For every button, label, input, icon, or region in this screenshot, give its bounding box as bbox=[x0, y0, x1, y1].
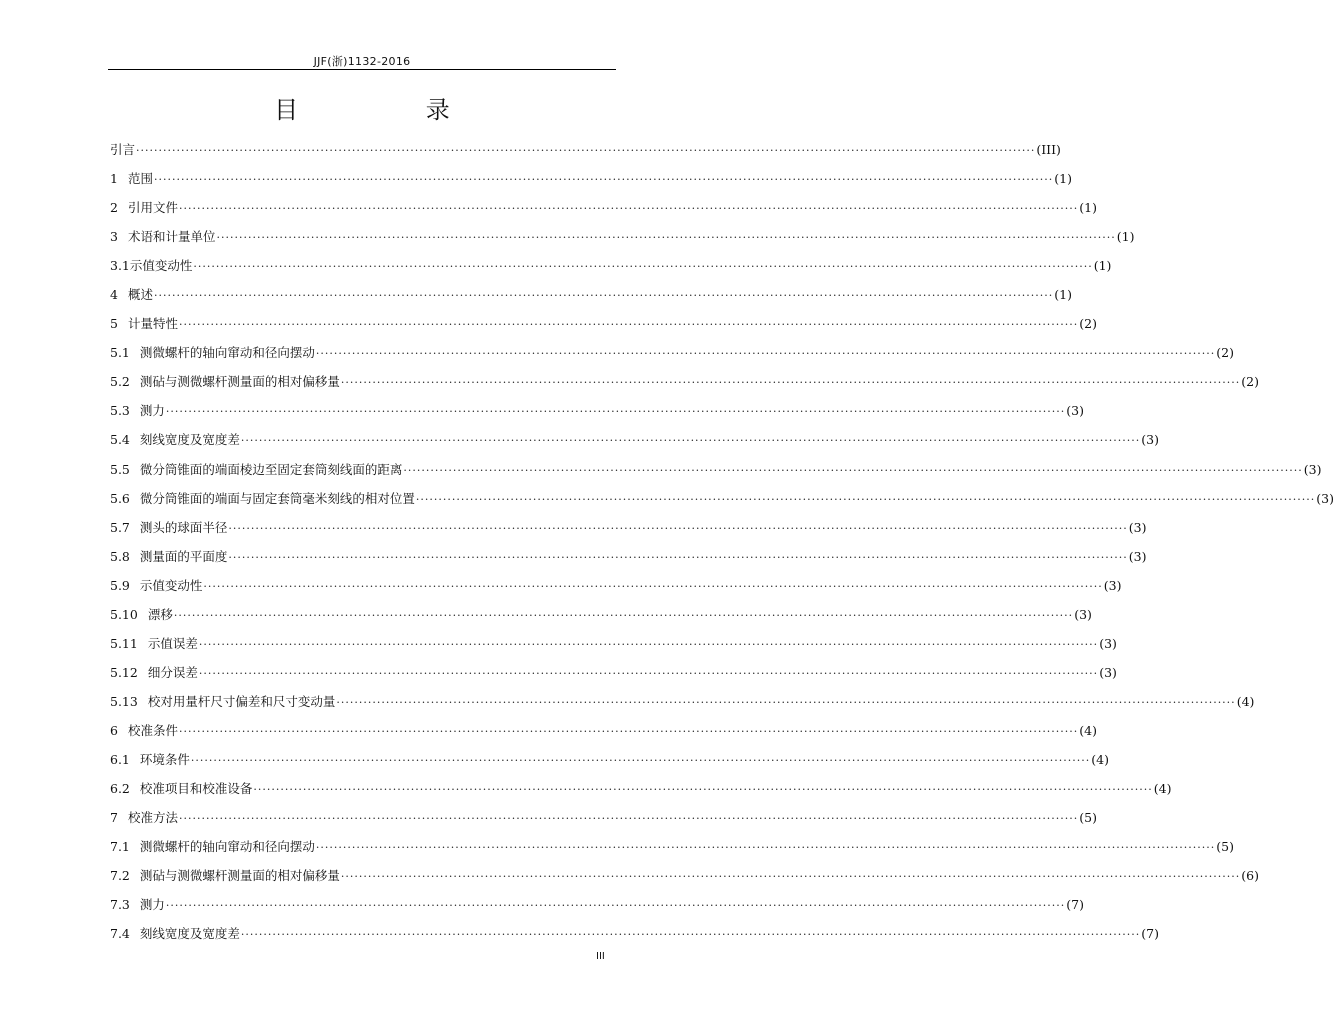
toc-dot-leader: ········································································································································································································ bbox=[340, 870, 1241, 884]
toc-entry-number: 7.2 bbox=[110, 868, 130, 884]
toc-entry-page: (4) bbox=[1236, 693, 1255, 709]
toc-entry-page: (3) bbox=[1303, 461, 1322, 477]
toc-entry-page: (4) bbox=[1091, 751, 1109, 767]
toc-entry-label: 示值变动性 bbox=[139, 577, 203, 593]
toc-entry-page: (3) bbox=[1099, 635, 1117, 651]
toc-entry-label: 校准条件 bbox=[127, 722, 178, 738]
toc-entry-label: 刻线宽度及宽度差 bbox=[139, 926, 240, 942]
toc-entry[interactable] bbox=[110, 222, 1135, 251]
toc-entry[interactable] bbox=[110, 571, 1122, 600]
toc-entry-label: 测力 bbox=[139, 897, 165, 913]
toc-entry[interactable] bbox=[110, 367, 1259, 396]
toc-entry-label: 校对用量杆尺寸偏差和尺寸变动量 bbox=[147, 693, 336, 709]
toc-entry-number: 7.4 bbox=[110, 926, 130, 942]
page-title: 目 录 bbox=[274, 96, 510, 124]
toc-entry-page: (6) bbox=[1241, 868, 1259, 884]
toc-entry-label: 测微螺杆的轴向窜动和径向摆动 bbox=[139, 839, 315, 855]
toc-dot-leader: ········································································································································································································ bbox=[136, 144, 1036, 157]
toc-entry[interactable] bbox=[110, 774, 1172, 803]
toc-entry[interactable] bbox=[110, 919, 1159, 948]
toc-entry-page: (1) bbox=[1093, 258, 1112, 274]
toc-dot-leader: ········································································································································································································ bbox=[173, 608, 1074, 622]
toc-dot-leader: ········································································································································································································ bbox=[178, 202, 1079, 216]
toc-dot-leader: ········································································································································································································ bbox=[403, 463, 1303, 477]
toc-entry[interactable] bbox=[110, 745, 1109, 774]
toc-dot-leader: ········································································································································································································ bbox=[198, 637, 1099, 651]
toc-dot-leader: ········································································································································································································ bbox=[228, 550, 1128, 564]
toc-entry-page: (3) bbox=[1128, 519, 1147, 535]
toc-entry[interactable] bbox=[110, 164, 1073, 193]
toc-entry-number: 4 bbox=[110, 287, 118, 303]
toc-entry-page: (2) bbox=[1079, 316, 1098, 332]
toc-entry[interactable] bbox=[110, 600, 1092, 629]
toc-entry-page: (1) bbox=[1054, 171, 1073, 187]
toc-dot-leader: ········································································································································································································ bbox=[253, 783, 1153, 797]
toc-entry-label: 引用文件 bbox=[127, 200, 178, 216]
toc-entry-page: (7) bbox=[1066, 897, 1084, 913]
toc-entry-number: 5.1 bbox=[110, 345, 130, 361]
toc-entry-label: 测力 bbox=[139, 403, 165, 419]
toc-dot-leader: ········································································································································································································ bbox=[240, 928, 1141, 942]
toc-entry[interactable] bbox=[110, 513, 1147, 542]
toc-entry-page: (3) bbox=[1316, 490, 1334, 506]
toc-entry[interactable] bbox=[110, 425, 1159, 454]
toc-entry[interactable] bbox=[110, 716, 1098, 745]
toc-entry[interactable] bbox=[110, 396, 1084, 425]
toc-entry[interactable] bbox=[110, 629, 1117, 658]
toc-entry[interactable] bbox=[110, 251, 1112, 280]
toc-entry-number: 5.4 bbox=[110, 432, 130, 448]
toc-dot-leader: ········································································································································································································ bbox=[340, 376, 1241, 390]
toc-entry-number: 6.1 bbox=[110, 751, 130, 767]
toc-entry[interactable] bbox=[110, 890, 1084, 919]
toc-entry-number: 6 bbox=[110, 722, 118, 738]
toc-entry[interactable] bbox=[110, 193, 1098, 222]
toc-entry-number: 7.1 bbox=[110, 839, 130, 855]
toc-dot-leader: ········································································································································································································ bbox=[315, 347, 1216, 361]
toc-entry-label: 术语和计量单位 bbox=[127, 229, 216, 245]
toc-entry-page: (4) bbox=[1079, 722, 1098, 738]
toc-entry-label: 刻线宽度及宽度差 bbox=[139, 432, 240, 448]
toc-dot-leader: ········································································································································································································ bbox=[240, 434, 1141, 448]
toc-entry-page: (3) bbox=[1128, 548, 1147, 564]
toc-entry-label: 校准项目和校准设备 bbox=[139, 781, 253, 797]
toc-dot-leader: ········································································································································································································ bbox=[198, 666, 1099, 680]
toc-entry-label: 环境条件 bbox=[139, 751, 190, 767]
toc-entry-label: 范围 bbox=[127, 171, 153, 187]
toc-entry-page: (3) bbox=[1099, 664, 1117, 680]
document-code: JJF(浙)1132-2016 bbox=[313, 55, 411, 68]
toc-dot-leader: ········································································································································································································ bbox=[178, 724, 1079, 738]
table-of-contents bbox=[110, 135, 1334, 948]
toc-entry-label: 校准方法 bbox=[127, 810, 178, 826]
toc-entry[interactable] bbox=[110, 687, 1255, 716]
toc-entry-number: 5.10 bbox=[110, 606, 138, 622]
toc-entry-label: 3.1示值变动性 bbox=[110, 258, 193, 274]
toc-dot-leader: ········································································································································································································ bbox=[415, 492, 1316, 506]
toc-entry-label: 微分筒锥面的端面棱边至固定套筒刻线面的距离 bbox=[139, 461, 403, 477]
toc-entry-number: 5.9 bbox=[110, 577, 130, 593]
toc-entry-label: 漂移 bbox=[147, 606, 173, 622]
toc-dot-leader: ········································································································································································································ bbox=[165, 899, 1066, 913]
toc-entry-page: (7) bbox=[1141, 926, 1159, 942]
toc-entry-number: 1 bbox=[110, 171, 118, 187]
toc-entry-page: (2) bbox=[1216, 345, 1234, 361]
toc-entry-number: 5.8 bbox=[110, 548, 130, 564]
toc-entry[interactable] bbox=[110, 803, 1098, 832]
toc-dot-leader: ········································································································································································································ bbox=[178, 812, 1079, 826]
toc-entry-label: 微分筒锥面的端面与固定套筒毫米刻线的相对位置 bbox=[139, 490, 415, 506]
toc-entry-page: (3) bbox=[1066, 403, 1084, 419]
toc-entry[interactable] bbox=[110, 338, 1234, 367]
toc-entry-label: 测头的球面半径 bbox=[139, 519, 228, 535]
toc-entry[interactable] bbox=[110, 861, 1259, 890]
toc-entry-page: (4) bbox=[1153, 781, 1172, 797]
toc-entry-page: (1) bbox=[1116, 229, 1135, 245]
toc-entry-number: 7 bbox=[110, 810, 118, 826]
toc-entry-label: 计量特性 bbox=[127, 316, 178, 332]
toc-entry-number: 5.5 bbox=[110, 461, 130, 477]
toc-dot-leader: ········································································································································································································ bbox=[193, 260, 1093, 274]
toc-entry-page: (3) bbox=[1141, 432, 1159, 448]
toc-dot-leader: ········································································································································································································ bbox=[228, 521, 1128, 535]
toc-entry-page: (5) bbox=[1216, 839, 1234, 855]
toc-entry[interactable] bbox=[110, 135, 1061, 164]
toc-entry-label: 测砧与测微螺杆测量面的相对偏移量 bbox=[139, 868, 340, 884]
toc-dot-leader: ········································································································································································································ bbox=[203, 579, 1103, 593]
toc-entry-label: 概述 bbox=[127, 287, 153, 303]
toc-entry[interactable] bbox=[110, 280, 1073, 309]
toc-entry[interactable] bbox=[110, 542, 1147, 571]
toc-dot-leader: ········································································································································································································ bbox=[315, 841, 1216, 855]
toc-entry-number: 5.12 bbox=[110, 664, 138, 680]
toc-entry-number: 5.3 bbox=[110, 403, 130, 419]
toc-dot-leader: ········································································································································································································ bbox=[178, 318, 1079, 332]
toc-entry-page: (3) bbox=[1074, 606, 1092, 622]
toc-dot-leader: ········································································································································································································ bbox=[153, 289, 1054, 303]
toc-entry-number: 3 bbox=[110, 229, 118, 245]
toc-entry-number: 2 bbox=[110, 200, 118, 216]
toc-entry-number: 5 bbox=[110, 316, 118, 332]
toc-entry-label: 测砧与测微螺杆测量面的相对偏移量 bbox=[139, 374, 340, 390]
toc-entry[interactable] bbox=[110, 309, 1098, 338]
toc-entry-number: 7.3 bbox=[110, 897, 130, 913]
toc-entry[interactable] bbox=[110, 832, 1234, 861]
toc-entry[interactable] bbox=[110, 455, 1322, 484]
toc-dot-leader: ········································································································································································································ bbox=[190, 753, 1091, 767]
toc-entry-page: (III) bbox=[1036, 142, 1061, 157]
toc-entry-label: 测量面的平面度 bbox=[139, 548, 228, 564]
toc-dot-leader: ········································································································································································································ bbox=[336, 695, 1236, 709]
toc-entry-number: 6.2 bbox=[110, 781, 130, 797]
toc-entry-page: (2) bbox=[1241, 374, 1259, 390]
toc-entry-label: 引言 bbox=[110, 142, 136, 157]
toc-entry-label: 细分误差 bbox=[147, 664, 198, 680]
toc-entry-number: 5.13 bbox=[110, 693, 138, 709]
toc-dot-leader: ········································································································································································································ bbox=[153, 173, 1054, 187]
header-divider bbox=[108, 69, 616, 70]
toc-entry-number: 5.2 bbox=[110, 374, 130, 390]
toc-entry-label: 示值误差 bbox=[147, 635, 198, 651]
toc-entry-number: 5.7 bbox=[110, 519, 130, 535]
toc-dot-leader: ········································································································································································································ bbox=[216, 231, 1116, 245]
toc-entry-label: 测微螺杆的轴向窜动和径向摆动 bbox=[139, 345, 315, 361]
toc-entry-page: (5) bbox=[1079, 810, 1098, 826]
toc-entry-page: (1) bbox=[1079, 200, 1098, 216]
toc-entry[interactable] bbox=[110, 484, 1334, 513]
toc-dot-leader: ········································································································································································································ bbox=[165, 405, 1066, 419]
toc-entry-page: (3) bbox=[1103, 577, 1122, 593]
toc-entry-number: 5.11 bbox=[110, 635, 138, 651]
toc-entry-page: (1) bbox=[1054, 287, 1073, 303]
page-number: III bbox=[596, 951, 605, 962]
toc-entry-number: 5.6 bbox=[110, 490, 130, 506]
toc-entry[interactable] bbox=[110, 658, 1117, 687]
